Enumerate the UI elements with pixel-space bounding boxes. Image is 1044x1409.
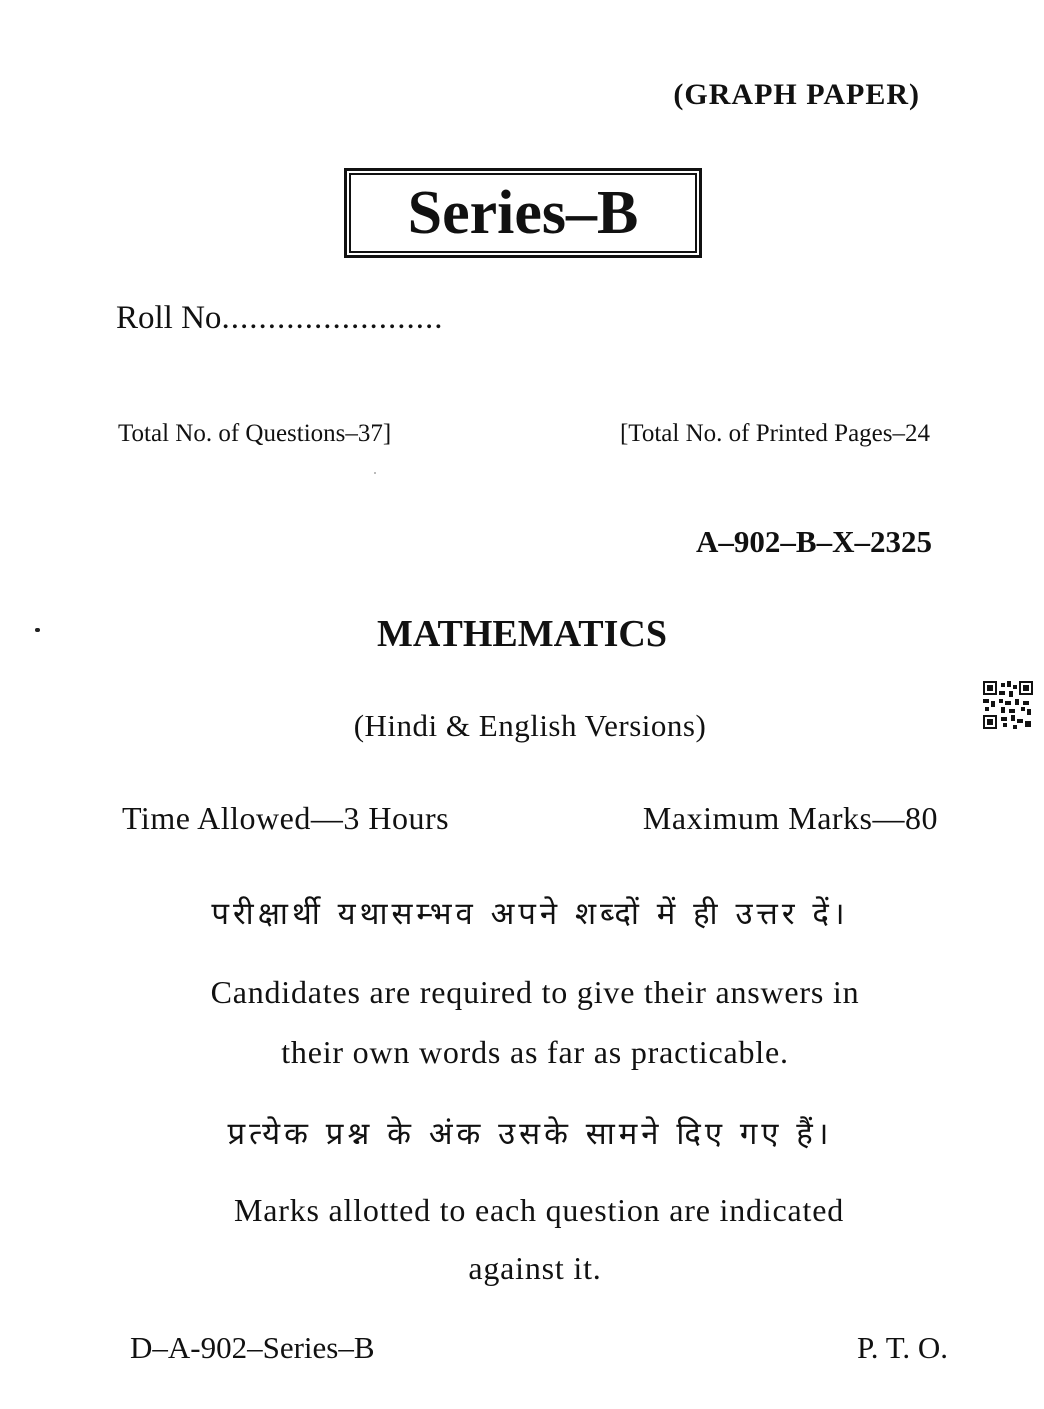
footer-series-code: D–A-902–Series–B (130, 1330, 375, 1365)
roll-number-field (116, 300, 443, 337)
english-instruction-marks-line1: Marks allotted to each question are indicated (233, 1192, 844, 1228)
versions-line: (Hindi & English Versions) (353, 708, 707, 743)
hindi-instruction-marks: प्रत्येक प्रश्न के अंक उसके सामने दिए गए हैं। (227, 1116, 833, 1152)
graph-paper-note: (GRAPH PAPER) (673, 78, 920, 111)
english-instruction-answers-line2: their own words as far as practicable. (281, 1034, 789, 1070)
total-pages: [Total No. of Printed Pages–24 (619, 420, 930, 447)
time-marks-row (122, 800, 938, 837)
paper-code: A–902–B–X–2325 (696, 524, 932, 559)
series-label: Series–B (407, 178, 639, 247)
hindi-instruction-answers: परीक्षार्थी यथासम्भव अपने शब्दों में ही उत्तर दें। (211, 896, 849, 932)
time-allowed: Time Allowed—3 Hours (122, 800, 450, 836)
roll-dots: ........................ (221, 300, 444, 336)
totals-row (118, 420, 930, 448)
english-instruction-answers-line1: Candidates are required to give their answers in (210, 974, 860, 1010)
speck (374, 472, 376, 474)
roll-label: Roll No (116, 300, 222, 336)
total-questions: Total No. of Questions–37] (118, 420, 392, 447)
maximum-marks: Maximum Marks—80 (642, 800, 938, 836)
english-instruction-marks-line2: against it. (468, 1250, 602, 1286)
series-box (344, 168, 702, 258)
subject-title: MATHEMATICS (377, 613, 667, 655)
footer-pto: P. T. O. (856, 1330, 948, 1365)
